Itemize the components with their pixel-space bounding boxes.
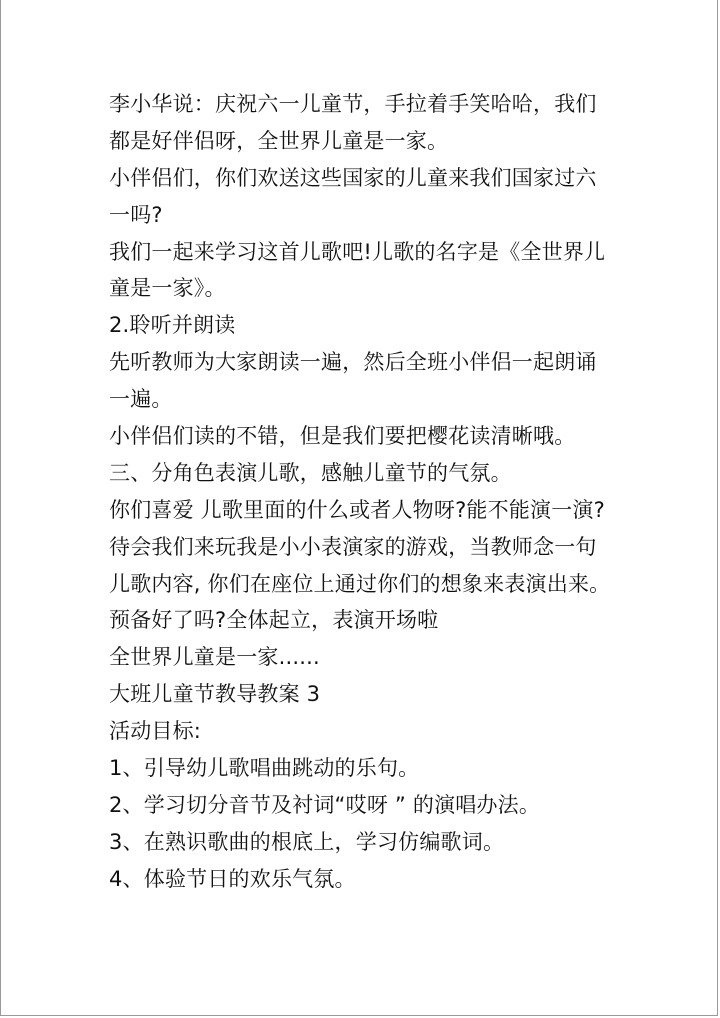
lesson-plan-title: 大班儿童节教导教案 3 [109,682,321,707]
text-line: 儿歌内容, 你们在座位上通过你们的想象来表演出来。 [109,571,611,596]
text-line: 先听教师为大家朗读一遍，然后全班小伴侣一起朗诵 [109,350,597,375]
text-line: 一遍。 [109,387,173,412]
text-line: 我们一起来学习这首儿歌吧!儿歌的名字是《全世界儿 [109,239,606,264]
text-line: 都是好伴侣呀，全世界儿童是一家。 [109,128,449,153]
text-line: 李小华说：庆祝六一儿童节，手拉着手笑哈哈，我们 [109,92,597,116]
section-heading: 三、分角色表演儿歌，感触儿童节的气氛。 [109,460,512,485]
text-line: 小伴侣们，你们欢送这些国家的儿童来我们国家过六 [109,165,597,190]
text-line: 预备好了吗?全体起立，表演开场啦 [109,608,439,633]
objective-item: 2、学习切分音节及衬词“哎呀 ” 的演唱办法。 [109,792,541,817]
text-line: 你们喜爱 儿歌里面的什么或者人物呀?能不能演一演? [109,497,605,522]
objectives-heading: 活动目标: [109,719,202,744]
text-line: 一吗? [109,202,163,227]
objective-item: 1、引导幼儿歌唱曲跳动的乐句。 [109,756,420,781]
text-line: 小伴侣们读的不错，但是我们要把樱花读清晰哦。 [109,424,576,449]
text-line: 全世界儿童是一家...... [109,645,320,670]
objective-item: 3、在熟识歌曲的根底上，学习仿编歌词。 [109,829,505,854]
section-heading: 2.聆听并朗读 [109,313,236,338]
text-line: 待会我们来玩我是小小表演家的游戏，当教师念一句 [109,534,597,559]
document-body [109,86,629,898]
text-line: 童是一家》。 [109,276,226,301]
objective-item: 4、体验节日的欢乐气氛。 [109,866,356,891]
